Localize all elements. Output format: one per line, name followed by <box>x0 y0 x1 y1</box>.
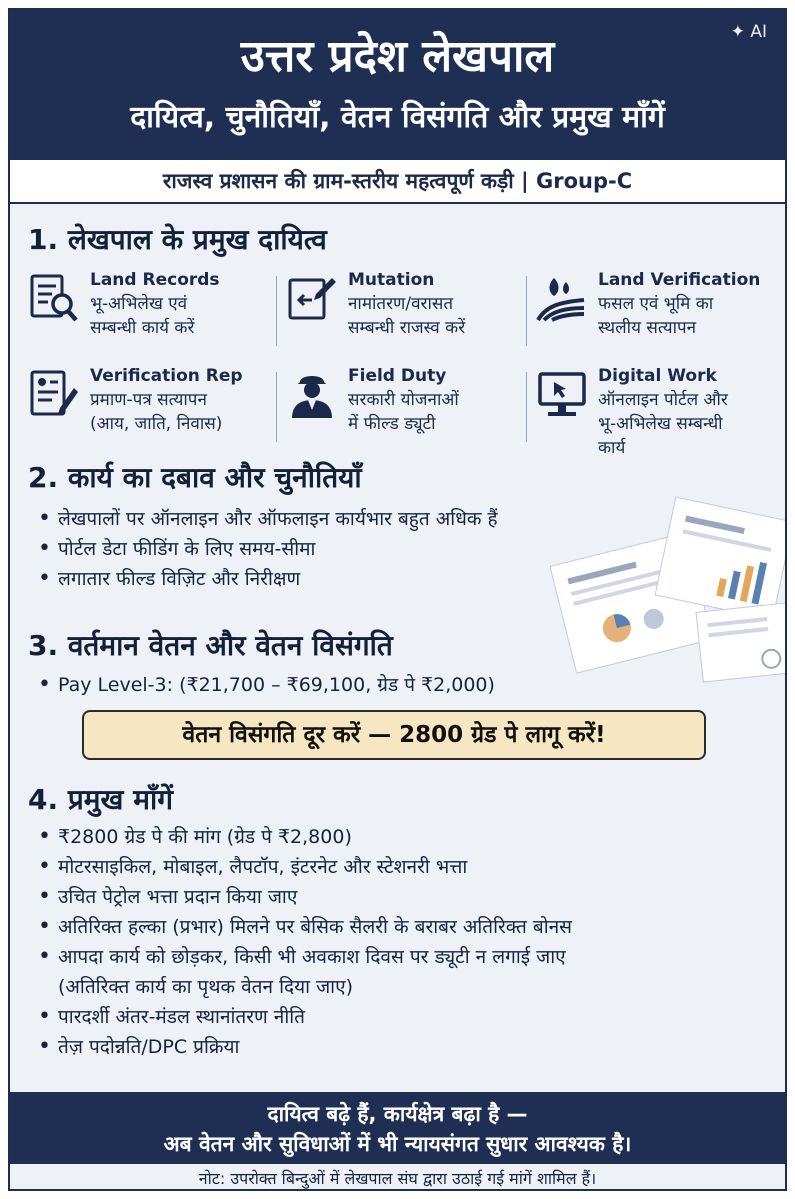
duty-text <box>348 364 526 436</box>
duty-en: Land Records <box>90 270 220 290</box>
duty-text <box>598 268 776 340</box>
duty-line: कार्य <box>598 438 626 458</box>
duty-land-verification <box>536 268 776 358</box>
duty-line: सरकारी योजनाओं <box>348 390 459 410</box>
duty-en: Mutation <box>348 270 435 290</box>
duty-text <box>90 268 268 340</box>
duty-line: स्थलीय सत्यापन <box>598 318 697 338</box>
duty-line: नामांतरण/वरासत <box>348 294 454 314</box>
duty-verification-rep <box>28 364 268 454</box>
list-item: • उचित पेट्रोल भत्ता प्रदान किया जाए <box>36 882 572 912</box>
pay-demand-callout: वेतन विसंगति दूर करें — 2800 ग्रेड पे लागू करें! <box>82 710 706 760</box>
list-item: • मोटरसाइकिल, मोबाइल, लैपटॉप, इंटरनेट और स्टेशनरी भत्ता <box>36 852 572 882</box>
ai-badge: ✦ AI <box>730 22 767 42</box>
section1-title: 1. लेखपाल के प्रमुख दायित्व <box>28 223 327 256</box>
list-item: • पारदर्शी अंतर-मंडल स्थानांतरण नीति <box>36 1002 572 1032</box>
field-officer-icon <box>286 368 338 420</box>
duty-line: प्रमाण-पत्र सत्यापन <box>90 390 207 410</box>
duty-en: Land Verification <box>598 270 761 290</box>
duty-line: भू-अभिलेख सम्बन्धी <box>598 414 723 434</box>
duty-text <box>598 364 776 460</box>
poster <box>8 8 787 1191</box>
documents-illustration <box>550 488 787 688</box>
list-item: • आपदा कार्य को छोड़कर, किसी भी अवकाश दिवस पर ड्यूटी न लगाई जाए <box>36 942 572 972</box>
section4-title: 4. प्रमुख माँगें <box>28 783 173 816</box>
duty-line: ऑनलाइन पोर्टल और <box>598 390 728 410</box>
list-item: • ₹2800 ग्रेड पे की मांग (ग्रेड पे ₹2,800) <box>36 822 572 852</box>
duty-text <box>348 268 526 340</box>
duty-line: सम्बन्धी राजस्व करें <box>348 318 466 338</box>
challenges-list <box>36 504 498 594</box>
edit-form-icon <box>286 272 338 324</box>
duty-mutation <box>286 268 526 358</box>
duty-en: Verification Rep <box>90 366 243 386</box>
list-item: • पोर्टल डेटा फीडिंग के लिए समय-सीमा <box>36 534 498 564</box>
divider <box>526 276 527 346</box>
list-item-continuation: (अतिरिक्त कार्य का पृथक वेतन दिया जाए) <box>58 976 354 998</box>
footer-line2: अब वेतन और सुविधाओं में भी न्यायसंगत सुधार आवश्यक है। <box>163 1132 632 1156</box>
header-banner <box>10 10 785 160</box>
crop-field-icon <box>536 272 588 324</box>
list-item: • लेखपालों पर ऑनलाइन और ऑफलाइन कार्यभार बहुत अधिक हैं <box>36 504 498 534</box>
list-item: • अतिरिक्त हल्का (प्रभार) मिलने पर बेसिक सैलरी के बराबर अतिरिक्त बोनस <box>36 912 572 942</box>
footer-note: नोट: उपरोक्त बिन्दुओं में लेखपाल संघ द्वारा उठाई गई मांगें शामिल हैं। <box>10 1164 785 1191</box>
page-title: उत्तर प्रदेश लेखपाल <box>240 31 555 82</box>
duty-field-duty <box>286 364 526 454</box>
list-item: • तेज़ पदोन्नति/DPC प्रक्रिया <box>36 1032 572 1062</box>
duty-line: में फील्ड ड्यूटी <box>348 414 436 434</box>
footer-line1: दायित्व बढ़े हैं, कार्यक्षेत्र बढ़ा है — <box>267 1102 528 1126</box>
duty-land-records <box>28 268 268 358</box>
certificate-pen-icon <box>28 368 80 420</box>
page-subtitle: दायित्व, चुनौतियाँ, वेतन विसंगति और प्रमुख माँगें <box>130 100 665 135</box>
pay-list <box>36 670 495 700</box>
list-item: • Pay Level-3: (₹21,700 – ₹69,100, ग्रेड पे ₹2,000) <box>36 670 495 700</box>
duty-line: (आय, जाति, निवास) <box>90 414 223 434</box>
duty-line: सम्बन्धी कार्य करें <box>90 318 195 338</box>
duty-text <box>90 364 268 436</box>
magnifier-document-icon <box>28 272 80 324</box>
duty-en: Digital Work <box>598 366 717 386</box>
monitor-icon <box>536 368 588 420</box>
divider <box>276 276 277 346</box>
demands-list <box>36 822 572 1062</box>
tagline: राजस्व प्रशासन की ग्राम-स्तरीय महत्वपूर्ण कड़ी | Group-C <box>10 160 785 204</box>
divider <box>526 372 527 442</box>
list-item: • लगातार फील्ड विज़िट और निरीक्षण <box>36 564 498 594</box>
duty-en: Field Duty <box>348 366 447 386</box>
duty-digital-work <box>536 364 776 468</box>
duty-line: फसल एवं भूमि का <box>598 294 714 314</box>
divider <box>276 372 277 442</box>
footer-banner <box>10 1092 785 1191</box>
section2-title: 2. कार्य का दबाव और चुनौतियाँ <box>28 461 362 494</box>
section3-title: 3. वर्तमान वेतन और वेतन विसंगति <box>28 629 393 662</box>
duty-line: भू-अभिलेख एवं <box>90 294 188 314</box>
